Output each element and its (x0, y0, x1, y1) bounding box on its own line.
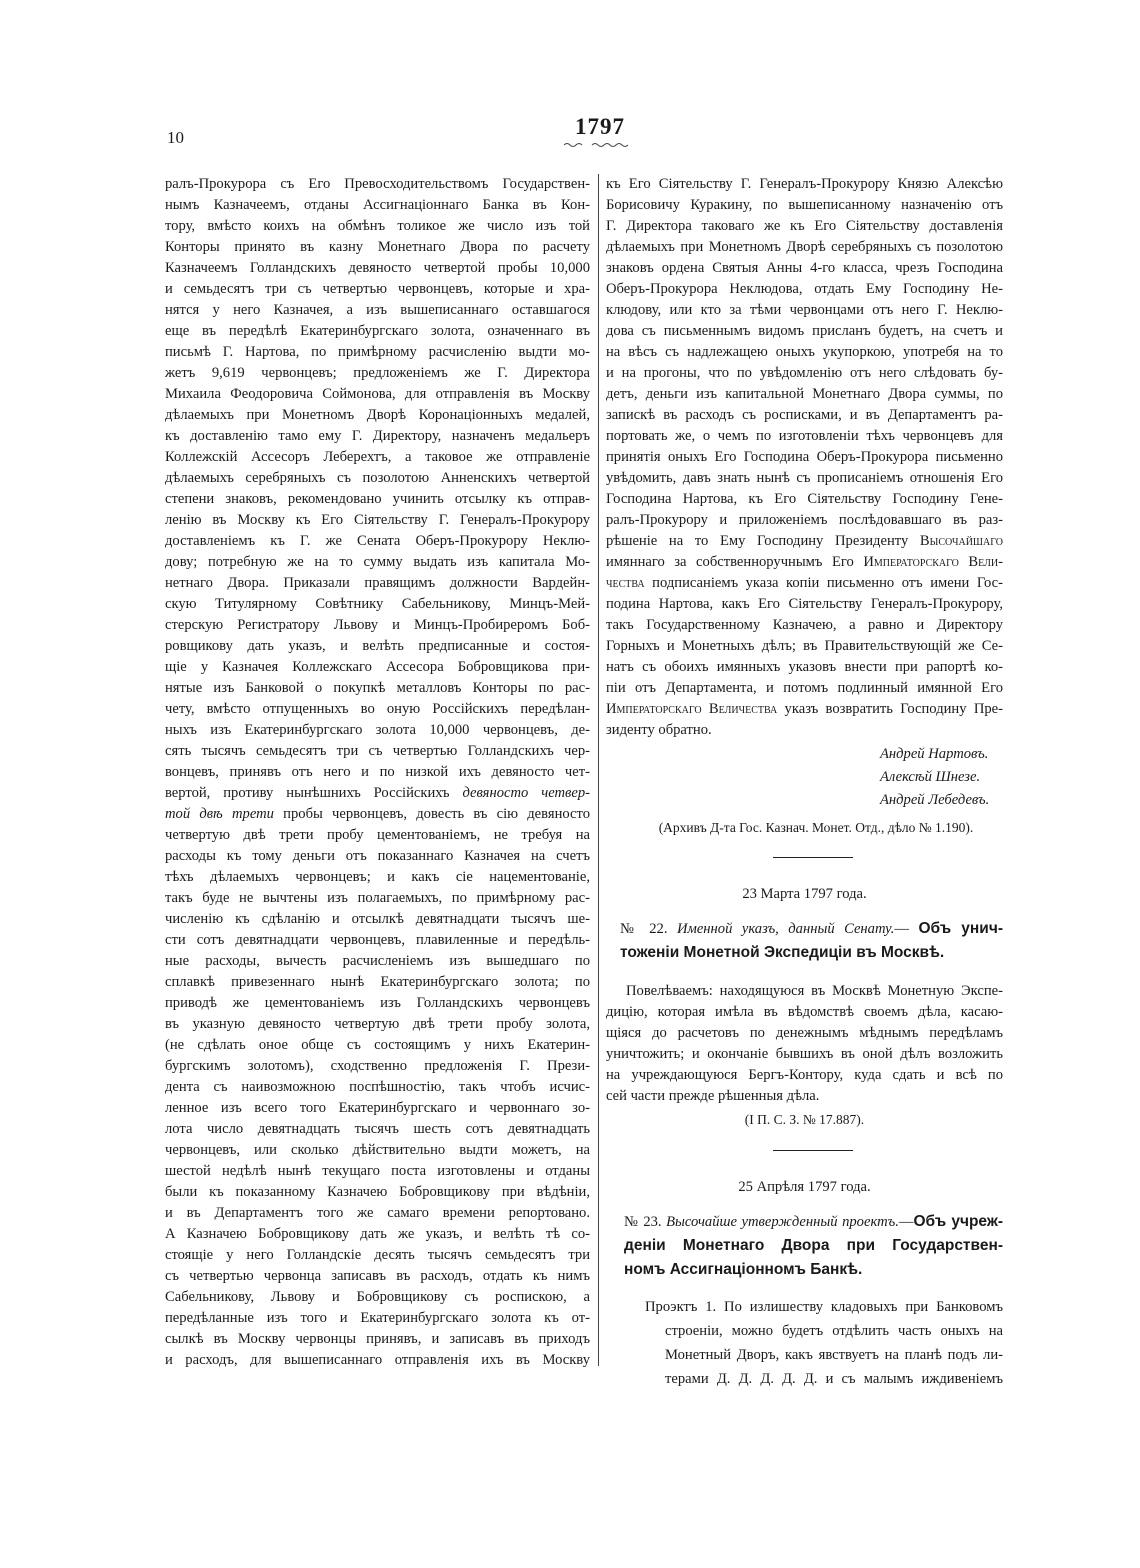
text-line: Казначеемъ Голландскихъ девяносто четвертой пробы 10,000 (165, 260, 590, 276)
text-line: ралъ-Прокурора съ Его Превосходительствомъ Государствен- (165, 176, 590, 192)
text-line: уничтожить; и окончаніе бывшихъ въ оной дѣлъ возложить (606, 1046, 1003, 1062)
text-line: расходы къ тому деньги отъ показаннаго Казначея на счетъ (165, 848, 590, 864)
title-text: деніи Монетнаго Двора при Государствен- (624, 1237, 1003, 1254)
heading-line (624, 1258, 1003, 1282)
text-line: піи отъ Департамента, и потомъ подлинный имянной Его (606, 680, 1003, 696)
text-line: портовать же, о чемъ по изготовленіи тѣхъ червонцевъ для (606, 428, 1003, 444)
text-span: Императорскаго Величества (606, 701, 778, 717)
text-line: щіе у Казначея Коллежскаго Ассесора Бобровщикова при- (165, 659, 590, 675)
column-divider (598, 174, 599, 1366)
text-line: степени знаковъ, рекомендовано учинить отсылку къ отправ- (165, 491, 590, 507)
text-line: Господина Нартова, къ Его Сіятельству Господину Гене- (606, 491, 1003, 507)
doc23-heading (624, 1210, 1003, 1282)
heading-line (620, 941, 1003, 965)
text-line: сять тысячъ семьдесятъ три съ четвертью Голландскихъ чер- (165, 743, 590, 759)
text-line: такъ буде не вычтены изъ полагаемыхъ, по примѣрному рас- (165, 890, 590, 906)
text-span: № 22. (620, 921, 677, 937)
heading-line (624, 1210, 1003, 1234)
text-span: Высочайшаго (919, 533, 1003, 549)
heading-line (624, 1234, 1003, 1258)
text-line (165, 783, 590, 804)
text-line: на учреждающуюся Бергъ-Контору, куда сдать и всѣ по (606, 1067, 1003, 1083)
text-span: — (898, 1214, 914, 1230)
text-line: бургскимъ золотомъ), сходственно предложенія Г. Прези- (165, 1058, 590, 1074)
italic-text: Высочайше утвержденный проектъ. (666, 1214, 899, 1230)
text-span: рѣшеніе на то Ему Господину Президенту (606, 533, 920, 549)
text-line: Борисовичу Куракину, по вышеписанному назначенію отъ (606, 197, 1003, 213)
doc22-heading (620, 917, 1003, 965)
text-line: дѣлаемыхъ при Монетномъ Дворѣ серебряныхъ съ позолотою (606, 239, 1003, 255)
right-column (606, 174, 1003, 741)
text-span: вертой, противу нынѣшнихъ Россійскихъ (165, 785, 463, 801)
text-line: жетъ 9,619 червонцевъ; предложеніемъ же Г. Директора (165, 365, 590, 381)
text-span: пробы червонцевъ, довесть въ сію девяносто (273, 806, 590, 822)
text-line: строеніи, можно будетъ отдѣлить часть оныхъ на (665, 1323, 1003, 1339)
text-span: — (894, 921, 919, 937)
italic-text: Именной указъ, данный Сенату. (676, 921, 895, 937)
separator-rule (773, 857, 853, 858)
text-line: нятые изъ Банковой о покупкѣ металловъ Конторы по рас- (165, 680, 590, 696)
text-line: терами Д. Д. Д. Д. Д. и съ малымъ иждивеніемъ (665, 1371, 1003, 1387)
doc22-date: 23 Марта 1797 года. (742, 886, 867, 902)
doc23-date: 25 Апрѣля 1797 года. (738, 1179, 871, 1195)
text-line: къ Его Сіятельству Г. Генералъ-Прокурору Князю Алексѣю (606, 176, 1003, 192)
text-line: щіяся до расчетовъ по денежнымъ мѣднымъ передѣламъ (606, 1025, 1003, 1041)
text-line: Г. Директора таковаго же къ Его Сіятельству доставленія (606, 218, 1003, 234)
text-line: сылкѣ въ Москву червонцы принявъ, и записавъ въ приходъ (165, 1331, 590, 1347)
text-line: ровщикову дать указъ, и велѣть предписанные и состоя- (165, 638, 590, 654)
text-line: дицію, которая имѣла въ вѣдомствѣ своемъ дѣла, касаю- (606, 1004, 1003, 1020)
text-line: дѣлаемыхъ при Монетномъ Дворѣ Коронаціонныхъ медалей, (165, 407, 590, 423)
doc23-body (645, 1295, 1003, 1391)
text-line: дову; потребную же на то сумму выдать изъ капитала Мо- (165, 554, 590, 570)
text-line (165, 804, 590, 825)
text-line: Проэктъ 1. По излишеству кладовыхъ при Банковомъ (645, 1299, 1003, 1315)
text-line: на вѣсъ съ надлежащею оныхъ укупоркою, употребя на то (606, 344, 1003, 360)
text-line: нетнаго Двора. Приказали правящимъ должности Вардейн- (165, 575, 590, 591)
text-line: приводѣ же цементованіемъ изъ Голландскихъ червонцевъ (165, 995, 590, 1011)
text-line: Монетный Дворъ, какъ явствуетъ на планѣ подъ ли- (665, 1347, 1003, 1363)
text-line: знаковъ ордена Святыя Анны 4-го класса, чрезъ Господина (606, 260, 1003, 276)
text-line: такъ Государственному Казначею, а равно и Директору (606, 617, 1003, 633)
year-heading: 1797 (575, 114, 625, 139)
text-line: четвертую двѣ трети пробу цементованіемъ, не требуя на (165, 827, 590, 843)
text-line: Сабельникову, Львову и Бобровщикову съ роспискою, а (165, 1289, 590, 1305)
text-line: численію къ сдѣланію и отсылкѣ девятнадцати тысячъ ше- (165, 911, 590, 927)
text-line: доставленіемъ къ Г. же Сената Оберъ-Прокурору Неклю- (165, 533, 590, 549)
text-line: тѣхъ дѣлаемыхъ червонцевъ; и какъ сіе нацементованіе, (165, 869, 590, 885)
text-line: запискѣ въ расходъ съ росписками, и въ Департаментъ ра- (606, 407, 1003, 423)
ornament-squiggle (562, 140, 648, 150)
text-line: (не сдѣлать оное обще съ состоящимъ у нихъ Екатерин- (165, 1037, 590, 1053)
italic-text: девяносто четвер- (462, 785, 590, 801)
archive-reference: (Архивъ Д-та Гос. Казнач. Монет. Отд., дѣло № 1.190). (658, 820, 974, 835)
text-line: шестой недѣлѣ нынѣ текущаго поста изготовлены и отданы (165, 1163, 590, 1179)
title-text: Объ учреж- (913, 1213, 1003, 1230)
text-line: ленію въ Москву къ Его Сіятельству Г. Генералъ-Прокурору (165, 512, 590, 528)
text-line: стерскую Регистратору Львову и Минцъ-Пробиреромъ Боб- (165, 617, 590, 633)
text-line: къ доставленію тамо ему Г. Директору, назначенъ медальеръ (165, 428, 590, 444)
signature-nartov: Андрей Нартовъ. (880, 746, 989, 762)
text-line: ленное изъ всего того Екатеринбургскаго и червоннаго зо- (165, 1100, 590, 1116)
text-span: имяннаго за собственноручнымъ Его (606, 554, 864, 570)
text-line: и семьдесятъ три съ четвертью червонцевъ, которые и хра- (165, 281, 590, 297)
left-column (165, 174, 590, 1371)
text-line: увѣдомить, давъ знать нынѣ съ прописаніемъ отношенія Его (606, 470, 1003, 486)
text-line: скую Титулярному Совѣтнику Сабельникову, Минцъ-Мей- (165, 596, 590, 612)
page-number: 10 (167, 128, 184, 147)
text-line: А Казначею Бобровщикову дать же указъ, и велѣть тѣ со- (165, 1226, 590, 1242)
signature-lebedev: Андрей Лебедевъ. (880, 792, 990, 808)
text-line (606, 699, 1003, 720)
text-line: сплавкѣ привезеннаго нынѣ Екатеринбургскаго золота; по (165, 974, 590, 990)
text-line: Конторы принято въ казну Монетнаго Двора по расчету (165, 239, 590, 255)
text-line: Коллежскій Ассесоръ Леберехтъ, а таковое же отправленіе (165, 449, 590, 465)
text-line: ныхъ изъ Екатеринбургскаго золота 10,000 червонцевъ, де- (165, 722, 590, 738)
text-line: и въ Департаментъ того же самаго времени репортовано. (165, 1205, 590, 1221)
text-line: лота число девятнадцать тысячъ шесть сотъ девятнадцать (165, 1121, 590, 1137)
heading-line (620, 917, 1003, 941)
text-line (606, 552, 1003, 573)
text-line: Оберъ-Прокурора Неклюдова, отдать Ему Господину Не- (606, 281, 1003, 297)
text-line: дѣлаемыхъ серебряныхъ съ позолотою Анненскихъ четвертой (165, 470, 590, 486)
text-line: Повелѣваемъ: находящуюся въ Москвѣ Монетную Экспе- (626, 983, 1003, 999)
title-text: Объ унич- (918, 920, 1003, 937)
text-line: въ указную девяносто четвертую двѣ трети пробу золота, (165, 1016, 590, 1032)
text-line: вонцевъ, принявъ отъ него и по низкой ихъ девяносто чет- (165, 764, 590, 780)
text-line: подина Нартова, какъ Его Сіятельству Генералъ-Прокурору, (606, 596, 1003, 612)
text-line: сей части прежде рѣшенныя дѣла. (606, 1088, 820, 1104)
text-line (606, 573, 1003, 594)
text-line: принятія оныхъ Его Господина Оберъ-Прокурора письменно (606, 449, 1003, 465)
italic-text: той двѣ трети (165, 806, 274, 822)
text-line: дента съ наивозможною поспѣшностію, такъ чтобъ исчис- (165, 1079, 590, 1095)
text-line: Горныхъ и Монетныхъ дѣлъ; въ Правительствующій же Се- (606, 638, 1003, 654)
text-line: ные расходы, вычесть расчисленіемъ изъ вышедшаго по (165, 953, 590, 969)
text-line: передѣланные изъ того и Екатеринбургскаго золота къ от- (165, 1310, 590, 1326)
text-line: червонцевъ, или сколько дѣйствительно выдти можетъ, на (165, 1142, 590, 1158)
text-line: и на прогоны, что по увѣдомленію отъ него слѣдовать бу- (606, 365, 1003, 381)
text-line: были къ показанному Казначею Бобровщикову при вѣдѣніи, (165, 1184, 590, 1200)
doc22-source: (I П. С. З. № 17.887). (744, 1112, 865, 1127)
text-line: сти сотъ девятнадцати червонцевъ, плавиленные и передѣль- (165, 932, 590, 948)
text-span: указъ возвратить Господину Пре- (777, 701, 1003, 717)
text-line: детъ, деньги изъ капитальной Монетнаго Двора суммы, по (606, 386, 1003, 402)
text-line: и расходъ, для вышеписаннаго отправленія ихъ въ Москву (165, 1352, 590, 1368)
text-line: нымъ Казначеемъ, отданы Ассигнаціоннаго Банка въ Кон- (165, 197, 590, 213)
text-line: нятся у него Казначея, а изъ вышеписаннаго оставшагося (165, 302, 590, 318)
title-text: номъ Ассигнаціонномъ Банкѣ. (624, 1261, 863, 1278)
text-line: чету, вмѣсто отпущенныхъ во оную Россійскихъ передѣлан- (165, 701, 590, 717)
text-line: стоящіе у него Голландскіе десять тысячъ семьдесятъ три (165, 1247, 590, 1263)
text-line: Михаила Феодоровича Соймонова, для отправленія въ Москву (165, 386, 590, 402)
text-span: № 23. (624, 1214, 667, 1230)
text-line: зиденту обратно. (606, 722, 712, 738)
separator-rule (773, 1150, 853, 1151)
text-span: Императорскаго Вели- (863, 554, 1003, 570)
text-line: натъ съ обоихъ имянныхъ указовъ внести при рапортѣ ко- (606, 659, 1003, 675)
text-line: еще въ передѣлѣ Екатеринбургскаго золота, означеннаго въ (165, 323, 590, 339)
title-text: тоженіи Монетной Экспедиціи въ Москвѣ. (620, 944, 945, 961)
text-span: чества (606, 575, 645, 591)
text-line: съ четвертью червонца записавъ въ расходъ, отдать къ нимъ (165, 1268, 590, 1284)
text-line: письмѣ Г. Нартова, по примѣрному расчисленію выдти мо- (165, 344, 590, 360)
text-line: ралъ-Прокурору и приложеніемъ послѣдовавшаго въ раз- (606, 512, 1003, 528)
signature-shneze: Алексѣй Шнезе. (880, 769, 981, 785)
doc22-body (606, 981, 1003, 1107)
text-span: подписаніемъ указа копіи письменно отъ имени Гос- (644, 575, 1003, 591)
text-line (606, 531, 1003, 552)
text-line: клюдову, или кто за тѣми червонцами отъ него Г. Неклю- (606, 302, 1003, 318)
text-line: тору, вмѣсто коихъ на обмѣнъ толикое же число изъ той (165, 218, 590, 234)
text-line: дова съ письменнымъ видомъ присланъ будетъ, на счетъ и (606, 323, 1003, 339)
